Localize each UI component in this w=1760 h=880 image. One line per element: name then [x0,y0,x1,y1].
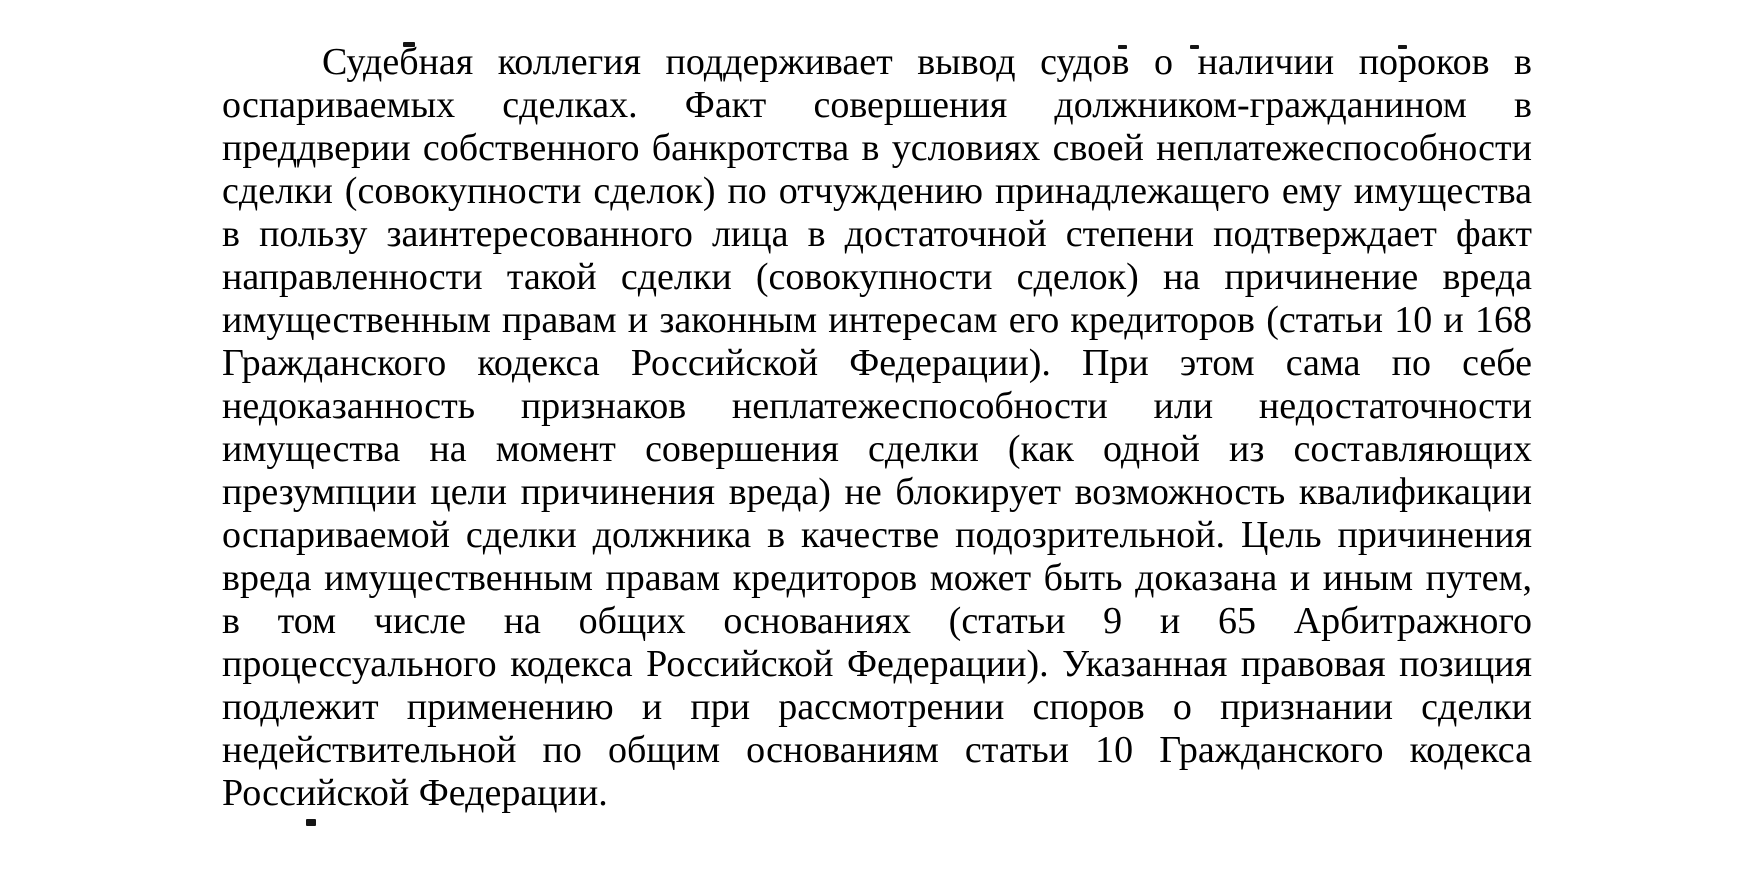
paragraph-line: Судебная коллегия поддерживает вывод судов о наличии пороков в [322,41,1532,83]
paragraph-line: вреда имущественным правам кредиторов может быть доказана и иным путем, [222,557,1532,599]
paragraph-line: преддверии собственного банкротства в условиях своей неплатежеспособности [222,127,1532,169]
paragraph-line: имущественным правам и законным интересам его кредиторов (статьи 10 и 168 [222,299,1532,341]
paragraph-line: недействительной по общим основаниям статьи 10 Гражданского кодекса [222,729,1532,771]
paragraph-line: Российской Федерации. [222,772,608,814]
paragraph-line: направленности такой сделки (совокупности сделок) на причинение вреда [222,256,1532,298]
paragraph-line: процессуального кодекса Российской Федерации). Указанная правовая позиция [222,643,1532,685]
paragraph-line: сделки (совокупности сделок) по отчуждению принадлежащего ему имущества [222,170,1532,212]
paragraph-line: оспариваемых сделках. Факт совершения должником-гражданином в [222,84,1532,126]
paragraph-line: имущества на момент совершения сделки (как одной из составляющих [222,428,1532,470]
paragraph-line: оспариваемой сделки должника в качестве подозрительной. Цель причинения [222,514,1532,556]
paragraph-line: в пользу заинтересованного лица в достаточной степени подтверждает факт [222,213,1532,255]
paragraph-line: подлежит применению и при рассмотрении споров о признании сделки [222,686,1532,728]
legal-text-paragraph [222,41,1532,815]
paragraph-line: недоказанность признаков неплатежеспособности или недостаточности [222,385,1532,427]
paragraph-line: презумпции цели причинения вреда) не блокирует возможность квалификации [222,471,1532,513]
paragraph-line: Гражданского кодекса Российской Федерации). При этом сама по себе [222,342,1532,384]
paragraph-line: в том числе на общих основаниях (статьи 9 и 65 Арбитражного [222,600,1532,642]
scan-artifact-mark [306,819,316,826]
